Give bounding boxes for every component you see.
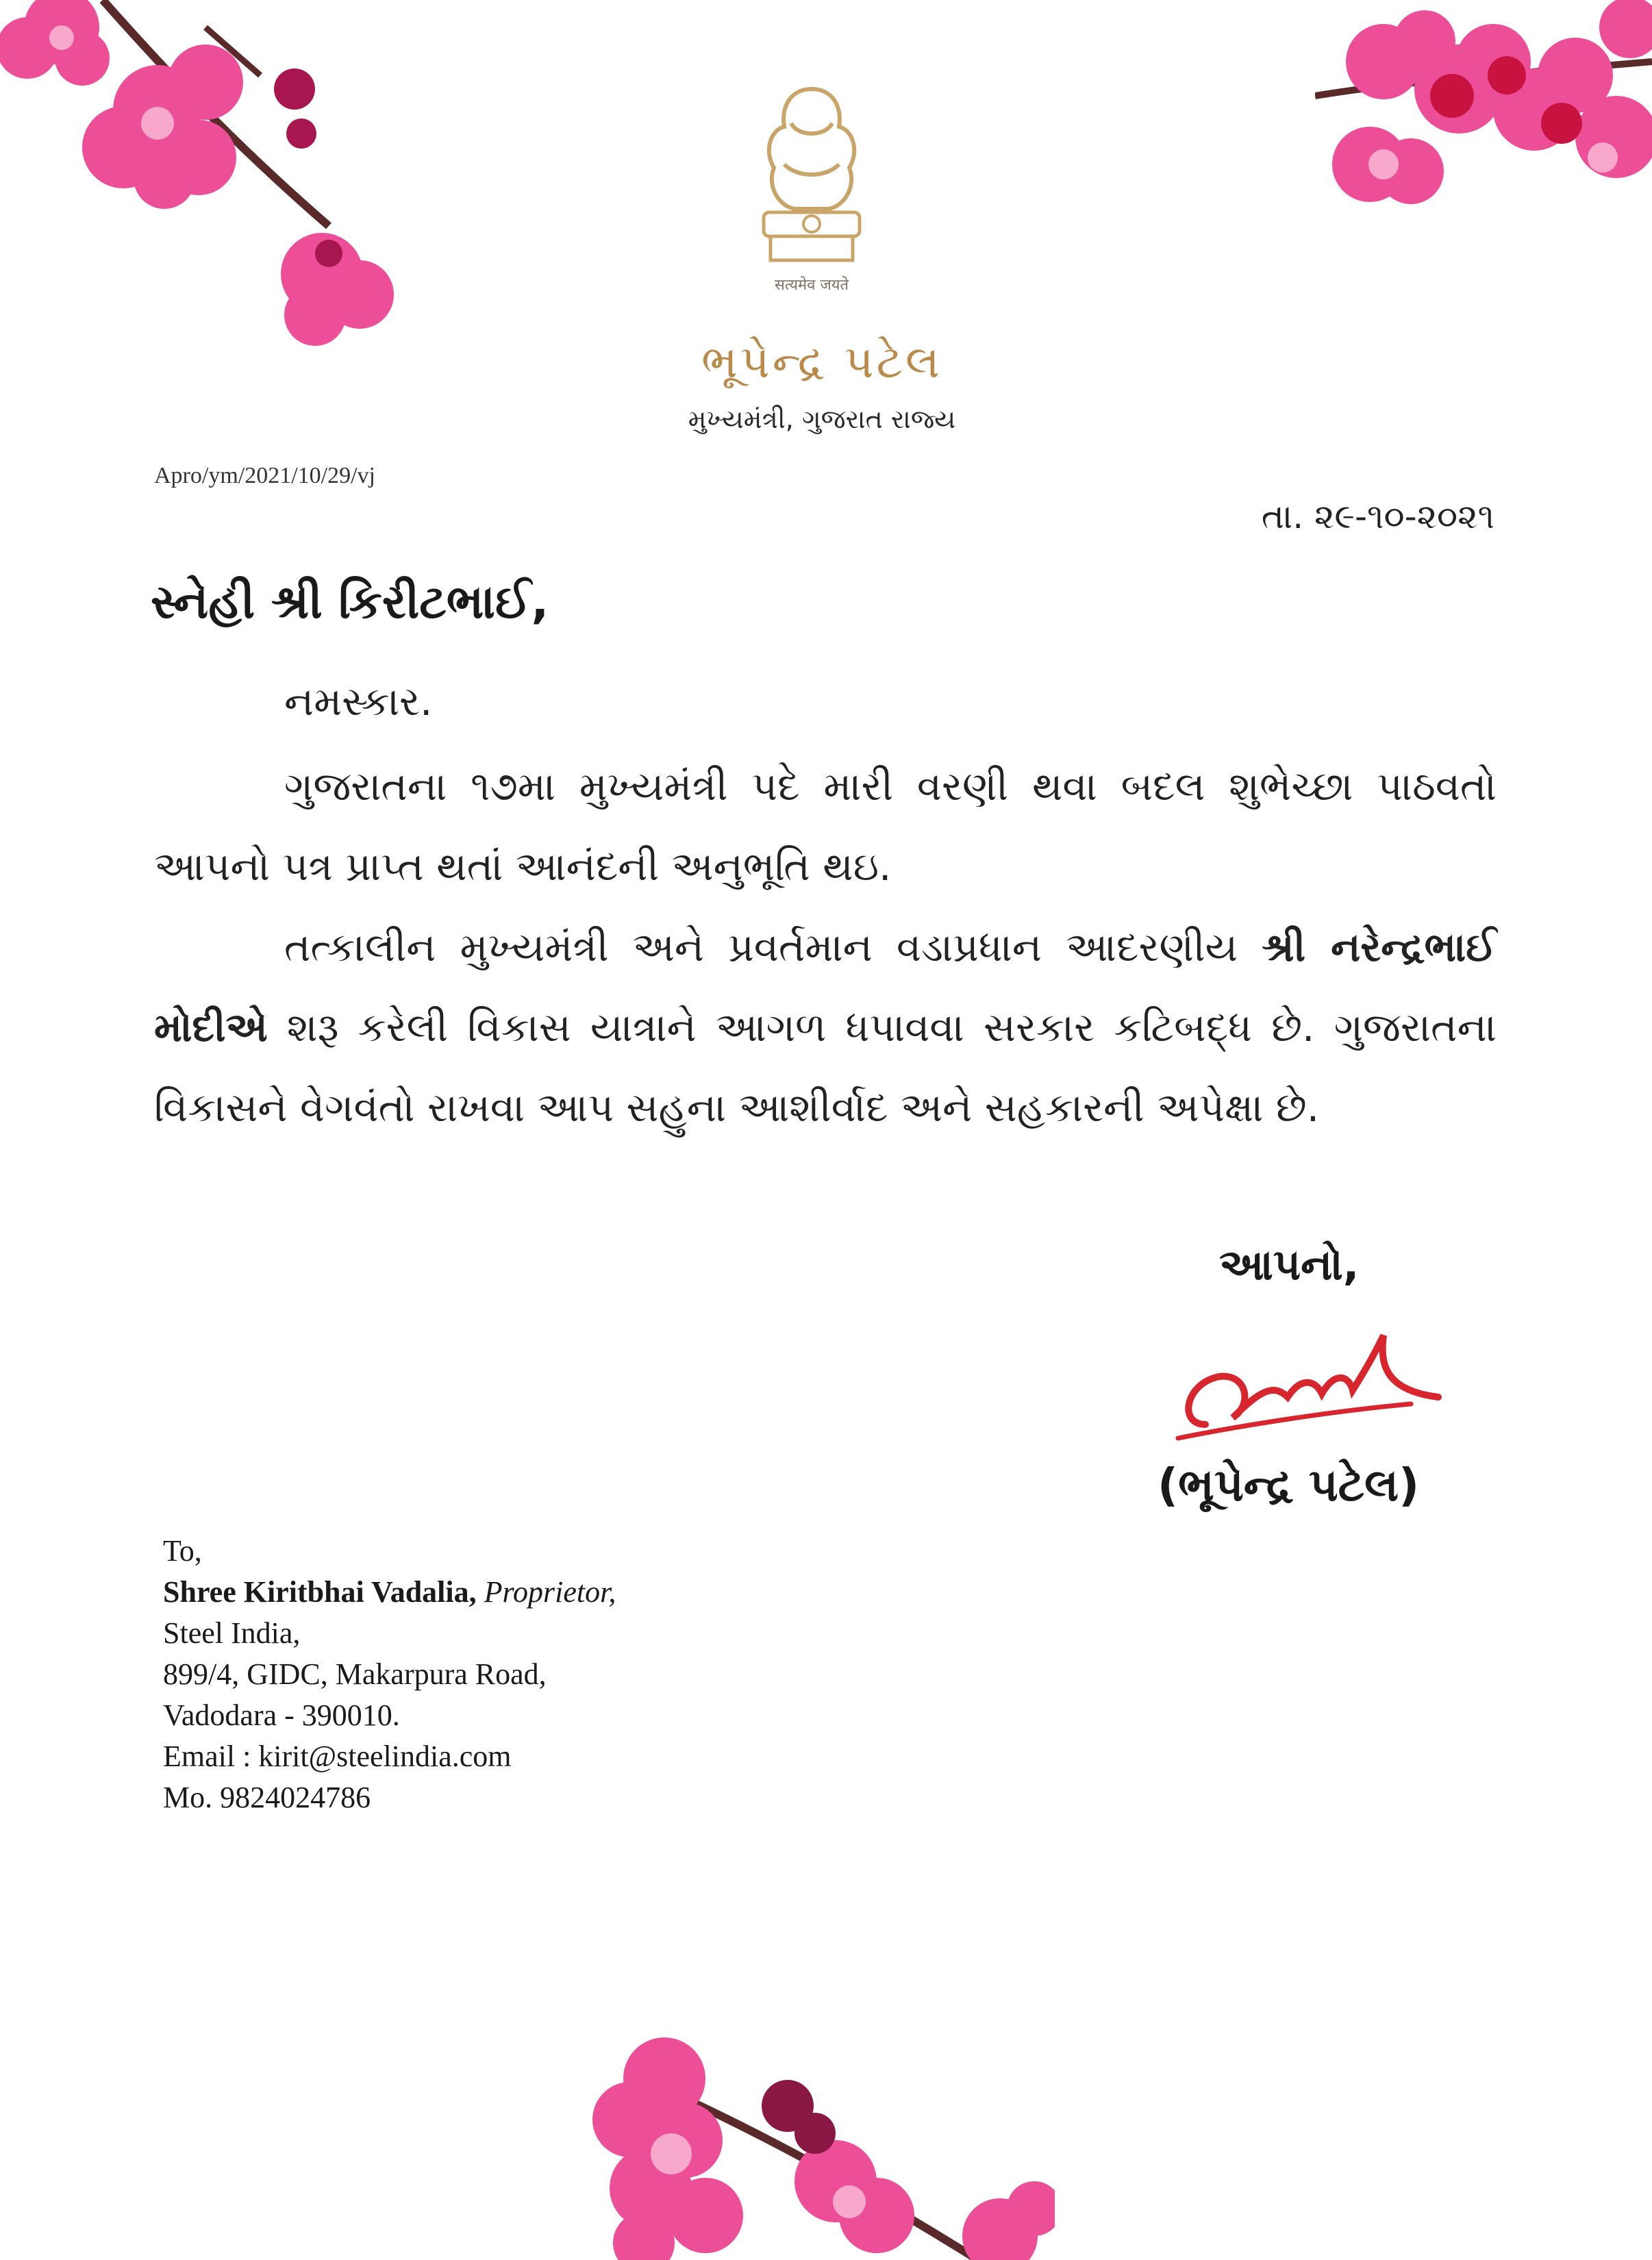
address-name-line <box>163 1572 616 1613</box>
letter-date: તા. ૨૯-૧૦-૨૦૨૧ <box>1261 497 1494 536</box>
emblem-motto: सत्यमेव जयते <box>774 277 849 294</box>
paragraph-2-intro: તત્કાલીન મુખ્યમંત્રી અને પ્રવર્તમાન વડાપ્રધાન આદરણીય <box>284 924 1262 970</box>
sender-title: મુખ્યમંત્રી, ગુજરાત રાજ્ય <box>688 404 956 434</box>
address-to: To, <box>163 1534 202 1568</box>
recipient-role: Proprietor, <box>484 1575 616 1609</box>
paragraph-2-highlight: શ્રી નરેન્દ્રભાઈ મોદીએ <box>154 924 1497 1051</box>
signer-name: (ભૂપેન્દ્ર પટેલ) <box>1157 1459 1420 1511</box>
address-line-1: 899/4, GIDC, Makarpura Road, <box>163 1657 547 1691</box>
reference-number: Apro/ym/2021/10/29/vj <box>154 463 375 488</box>
recipient-company: Steel India, <box>163 1616 301 1650</box>
sender-name-header: ભૂપેન્દ્ર પટેલ <box>701 336 942 388</box>
paragraph-2-rest: શરૂ કરેલી વિકાસ યાત્રાને આગળ ધપાવવા સરકાર કટિબદ્ધ છે. ગુજરાતના વિકાસને વેગવંતો રાખવા આપ સહુના આશીર્વાદ અને સહકારની અપેક્ષા છે. <box>154 1004 1497 1131</box>
blossom-bottom <box>589 2037 1055 2260</box>
body-paragraph-2 <box>154 907 1497 1148</box>
salutation: સ્નેહી શ્રી કિરીટભાઈ, <box>151 575 549 629</box>
recipient-mobile: Mo. 9824024786 <box>163 1781 371 1814</box>
recipient-email: Email : kirit@steelindia.com <box>163 1740 512 1773</box>
address-line-2: Vadodara - 390010. <box>163 1698 400 1732</box>
blossom-top-left <box>0 0 425 356</box>
closing: આપનો, <box>1219 1240 1360 1290</box>
signature-icon <box>1164 1322 1452 1459</box>
blossom-top-right <box>1315 0 1652 247</box>
greeting: નમસ્કાર. <box>284 678 433 725</box>
national-emblem-icon <box>743 75 880 274</box>
body-paragraph-1: ગુજરાતના ૧૭મા મુખ્યમંત્રી પદે મારી વરણી થવા બદલ શુભેચ્છા પાઠવતો આપનો પત્ર પ્રાપ્ત થતાં આનંદની અનુભૂતિ થઇ. <box>154 763 1497 890</box>
recipient-address <box>163 1531 616 1818</box>
recipient-name: Shree Kiritbhai Vadalia, <box>163 1575 477 1609</box>
